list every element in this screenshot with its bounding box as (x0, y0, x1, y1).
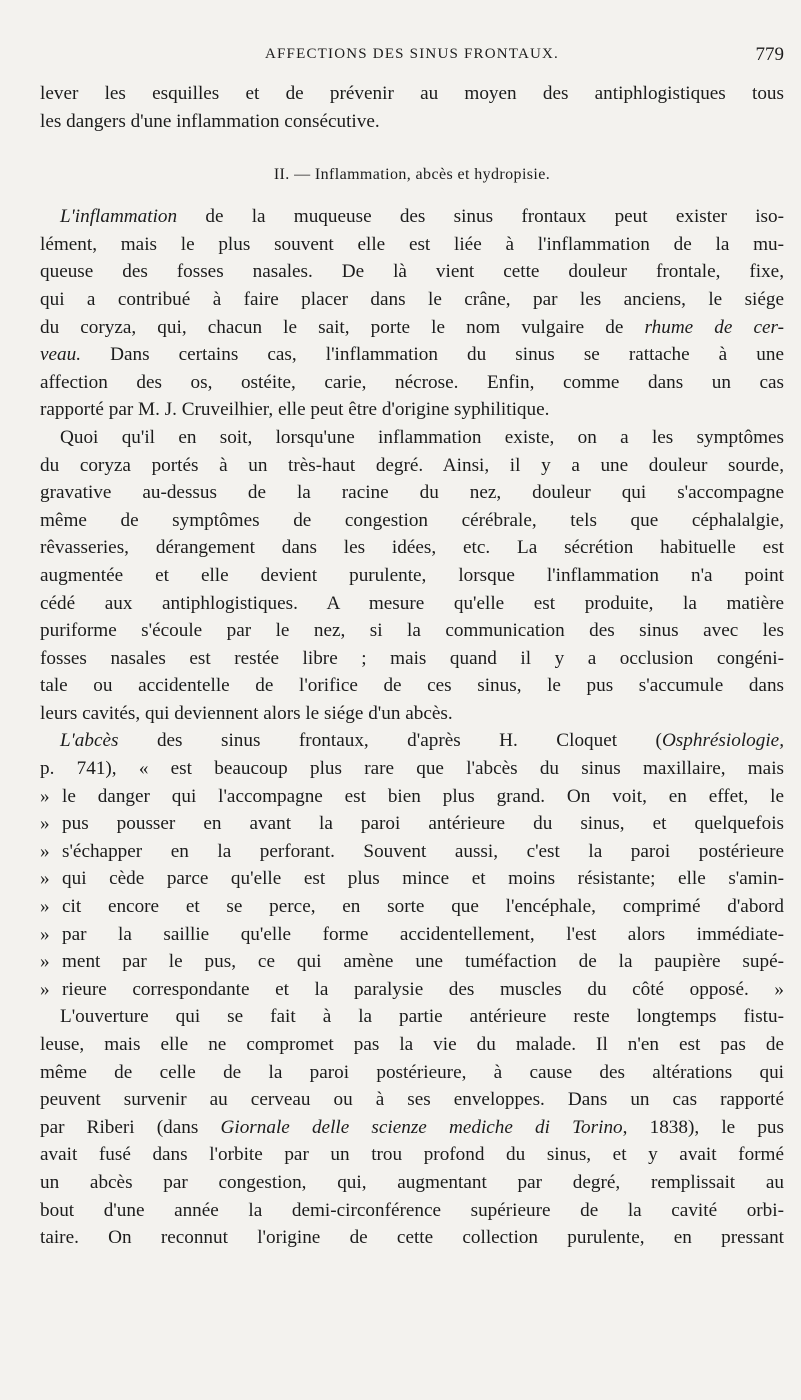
quote-line (40, 948, 784, 976)
text-line: rapporté par M. J. Cruveilhier, elle peut être d'origine syphilitique. (40, 399, 550, 421)
quote-mark: » (40, 813, 50, 835)
emphasis: L'inflammation (60, 206, 178, 228)
quote-line (40, 893, 784, 921)
quote-line (40, 921, 784, 949)
text-span: de la muqueuse des sinus frontaux peut exister iso- (177, 206, 784, 228)
text-span: par la saillie qu'elle forme accidentellement, l'est alors immédiate- (62, 923, 784, 945)
text-line: puriforme s'écoule par le nez, si la communication des sinus avec les (40, 620, 784, 642)
text-line: p. 741), « est beaucoup plus rare que l'abcès du sinus maxillaire, mais (40, 758, 784, 780)
running-title: AFFECTIONS DES SINUS FRONTAUX. (264, 46, 559, 62)
text-line (40, 1114, 784, 1142)
text-line: lément, mais le plus souvent elle est liée à l'inflammation de la mu- (40, 233, 784, 255)
text-line: du coryza portés à un très-haut degré. Ainsi, il y a une douleur sourde, (40, 454, 784, 476)
quote-mark: » (40, 896, 50, 918)
text-line: peuvent survenir au cerveau ou à ses enveloppes. Dans un cas rapporté (40, 1089, 784, 1111)
text-line (40, 341, 784, 369)
text-line: cédé aux antiphlogistiques. A mesure qu'elle est produite, la matière (40, 592, 784, 614)
text-span: ment par le pus, ce qui amène une tuméfaction de la paupière supé- (62, 951, 784, 973)
emphasis: rhume de cer- (644, 316, 784, 338)
emphasis: L'abcès (60, 730, 119, 752)
text-line: rêvasseries, dérangement dans les idées, etc. La sécrétion habituelle est (40, 537, 784, 559)
quote-line (40, 810, 784, 838)
emphasis: Giornale delle scienze mediche di Torino (220, 1116, 623, 1138)
text-line: leuse, mais elle ne compromet pas la vie du malade. Il n'en est pas de (40, 1034, 784, 1055)
text-line: leurs cavités, qui deviennent alors le siége d'un abcès. (40, 702, 453, 724)
text-span: Dans certains cas, l'inflammation du sinus se rattache à une (81, 344, 784, 366)
page-number: 779 (755, 44, 784, 65)
quote-mark: » (40, 951, 50, 973)
text-line: même de symptômes de congestion cérébrale, tels que céphalalgie, (40, 509, 784, 531)
text-line: même de celle de la paroi postérieure, à cause des altérations qui (40, 1061, 784, 1083)
text-span: rieure correspondante et la paralysie des muscles du côté opposé. » (62, 978, 784, 1000)
text-span: des sinus frontaux, d'après H. Cloquet ( (118, 730, 662, 752)
text-span: par Riberi (dans (40, 1116, 221, 1138)
body-text (40, 80, 784, 1252)
text-line: lever les esquilles et de prévenir au moyen des antiphlogistiques tous (40, 83, 784, 104)
text-line: un abcès par congestion, qui, augmentant par degré, remplissait au (40, 1171, 784, 1193)
text-line: gravative au-dessus de la racine du nez, douleur qui s'accompagne (40, 482, 784, 504)
quote-mark: » (40, 978, 50, 1000)
text-line: affection des os, ostéite, carie, nécrose. Enfin, comme dans un cas (40, 371, 784, 393)
text-span: le danger qui l'accompagne est bien plus grand. On voit, en effet, le (62, 785, 784, 807)
text-span: , 1838), le pus (622, 1116, 784, 1138)
text-line: les dangers d'une inflammation consécutive. (40, 110, 380, 132)
quote-line (40, 838, 784, 866)
quote-line (40, 865, 784, 893)
quote-line (40, 783, 784, 811)
quote-mark: » (40, 868, 50, 890)
quote-mark: » (40, 840, 50, 862)
quote-line (40, 976, 784, 1004)
text-line: bout d'une année la demi-circonférence supérieure de la cavité orbi- (40, 1199, 784, 1221)
text-line (40, 314, 784, 342)
text-span: qui cède parce qu'elle est plus mince et moins résistante; elle s'amin- (62, 868, 784, 890)
text-line: fosses nasales est restée libre ; mais quand il y a occlusion congéni- (40, 647, 784, 669)
text-span: s'échapper en la perforant. Souvent aussi, c'est la paroi postérieure (62, 840, 784, 862)
text-line: queuse des fosses nasales. De là vient cette douleur frontale, fixe, (40, 261, 784, 283)
text-line: tale ou accidentelle de l'orifice de ces sinus, le pus s'accumule dans (40, 675, 784, 697)
quote-mark: » (40, 923, 50, 945)
text-line: taire. On reconnut l'origine de cette collection purulente, en pressant (40, 1227, 784, 1249)
text-span: pus pousser en avant la paroi antérieure du sinus, et quelquefois (62, 813, 784, 835)
text-line: qui a contribué à faire placer dans le crâne, par les anciens, le siége (40, 288, 784, 310)
running-head (40, 46, 784, 72)
text-span: du coryza, qui, chacun le sait, porte le nom vulgaire de (40, 316, 645, 338)
quote-mark: » (40, 785, 50, 807)
text-span: cit encore et se perce, en sorte que l'encéphale, comprimé d'abord (62, 896, 784, 918)
text-line: augmentée et elle devient purulente, lorsque l'inflammation n'a point (40, 564, 784, 586)
emphasis: Osphrésiologie, (661, 730, 784, 752)
section-heading: II. — Inflammation, abcès et hydropisie. (273, 166, 551, 184)
text-line (40, 203, 784, 231)
text-line (40, 727, 784, 755)
text-line: avait fusé dans l'orbite par un trou profond du sinus, et y avait formé (40, 1144, 784, 1166)
text-line: Quoi qu'il en soit, lorsqu'une inflammation existe, on a les symptômes (60, 426, 784, 448)
emphasis: veau. (40, 344, 82, 366)
text-line: L'ouverture qui se fait à la partie antérieure reste longtemps fistu- (60, 1006, 784, 1028)
